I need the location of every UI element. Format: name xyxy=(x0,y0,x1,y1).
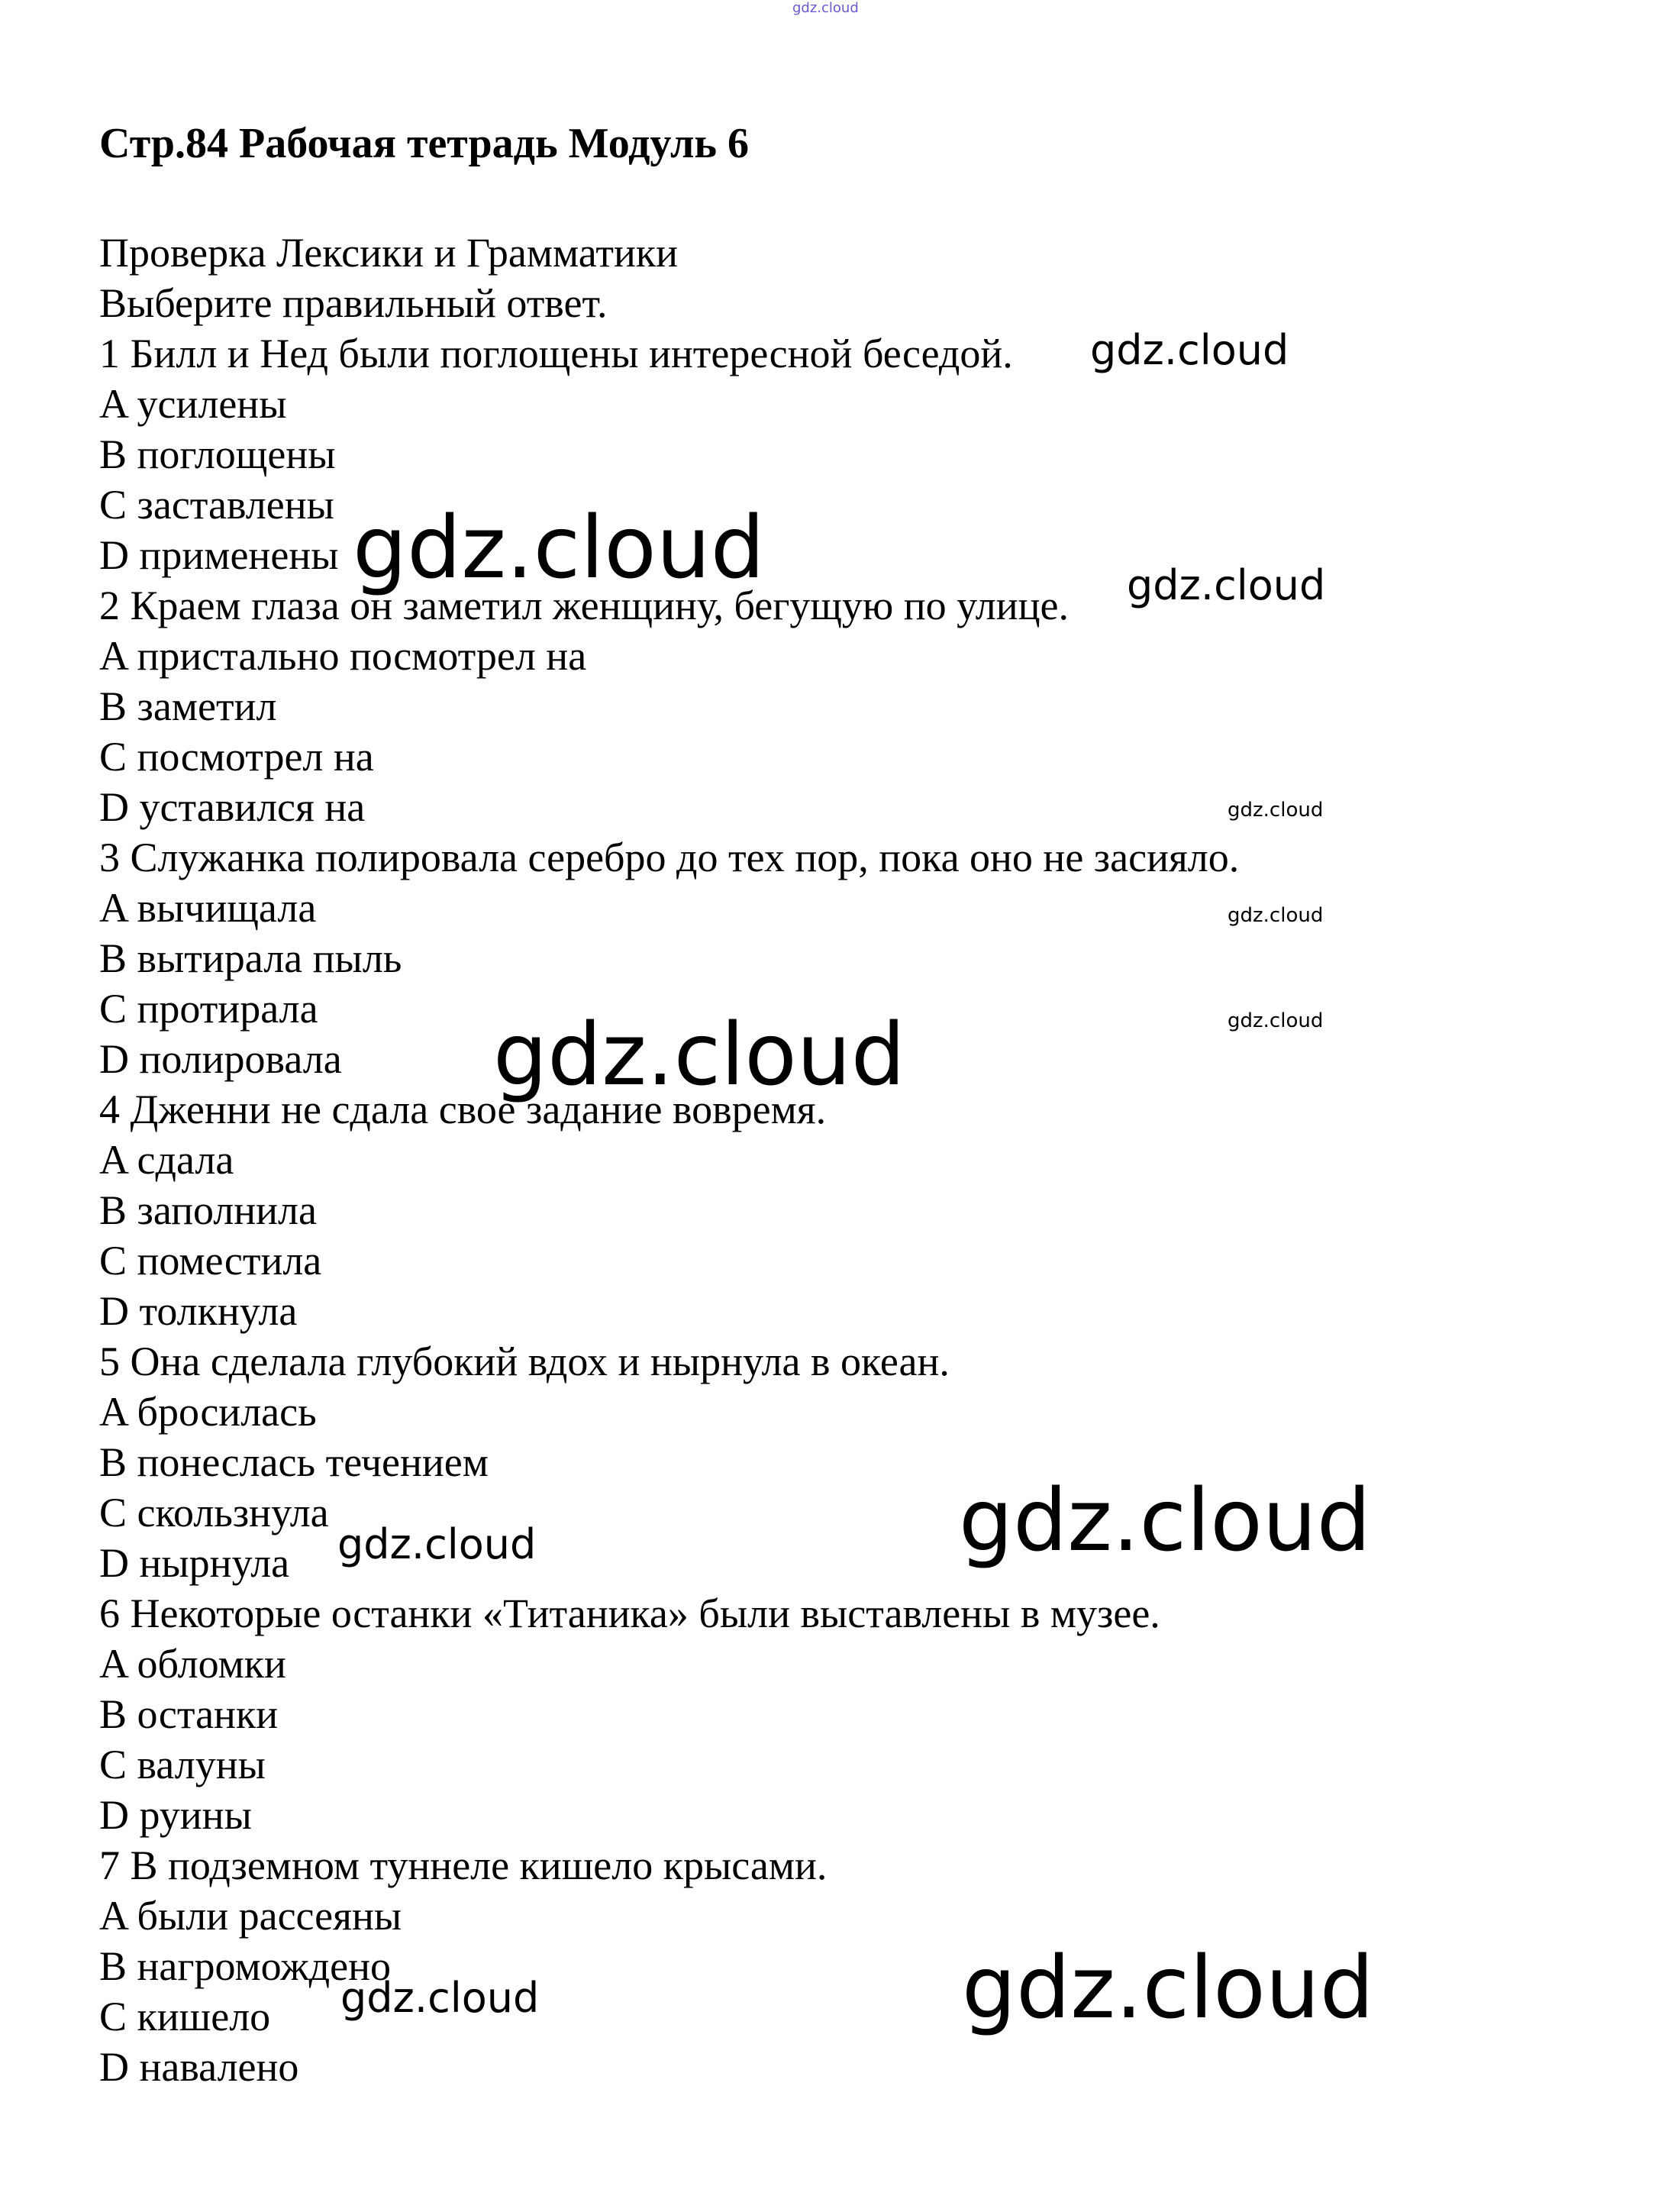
watermark: gdz.cloud xyxy=(1228,799,1324,822)
question-7-option-b: B нагромождено xyxy=(99,1943,391,1989)
watermark: gdz.cloud xyxy=(1090,326,1289,374)
watermark: gdz.cloud xyxy=(340,1974,540,2022)
watermark: gdz.cloud xyxy=(1127,561,1326,609)
question-1-option-a: A усилены xyxy=(99,381,287,427)
watermark: gdz.cloud xyxy=(337,1520,537,1568)
question-7-sentence: 7 В подземном туннеле кишело крысами. xyxy=(99,1842,828,1888)
question-2-option-d: D уставился на xyxy=(99,784,366,830)
question-5-option-c: C скользнула xyxy=(99,1490,329,1535)
question-3-option-c: C протирала xyxy=(99,986,318,1032)
question-1-option-d: D применены xyxy=(99,532,339,578)
section-heading: Проверка Лексики и Грамматики xyxy=(99,230,679,276)
question-4-option-c: C поместила xyxy=(99,1238,322,1284)
watermark: gdz.cloud xyxy=(353,499,765,598)
watermark: gdz.cloud xyxy=(959,1471,1371,1571)
question-1-sentence: 1 Билл и Нед были поглощены интересной беседой. xyxy=(99,331,1013,376)
question-3-option-b: B вытирала пыль xyxy=(99,935,402,981)
question-5-sentence: 5 Она сделала глубокий вдох и нырнула в океан. xyxy=(99,1339,950,1384)
question-2-option-a: A пристально посмотрел на xyxy=(99,633,587,679)
question-4-sentence: 4 Дженни не сдала свое задание вовремя. xyxy=(99,1087,827,1132)
watermark: gdz.cloud xyxy=(1228,904,1324,927)
watermark: gdz.cloud xyxy=(962,1939,1374,2038)
page-title: Стр.84 Рабочая тетрадь Модуль 6 xyxy=(99,120,750,167)
question-5-option-b: B понеслась течением xyxy=(99,1439,489,1485)
question-4-option-d: D толкнула xyxy=(99,1288,298,1334)
question-2-option-c: C посмотрел на xyxy=(99,734,374,780)
question-3-option-d: D полировала xyxy=(99,1036,342,1082)
question-7-option-d: D навалено xyxy=(99,2044,299,2090)
question-6-option-a: A обломки xyxy=(99,1641,286,1687)
question-2-sentence: 2 Краем глаза он заметил женщину, бегущую по улице. xyxy=(99,583,1070,628)
watermark: gdz.cloud xyxy=(1228,1009,1324,1032)
question-1-option-b: B поглощены xyxy=(99,431,336,477)
question-6-option-c: C валуны xyxy=(99,1742,266,1787)
question-7-option-c: C кишело xyxy=(99,1994,271,2039)
question-3-option-a: A вычищала xyxy=(99,885,317,931)
watermark: gdz.cloud xyxy=(493,1006,905,1105)
question-1-option-c: C заставлены xyxy=(99,482,334,528)
question-5-option-a: A бросилась xyxy=(99,1389,317,1435)
question-6-option-b: B останки xyxy=(99,1691,279,1737)
question-5-option-d: D нырнула xyxy=(99,1540,290,1586)
question-2-option-b: B заметил xyxy=(99,683,277,729)
question-7-option-a: A были рассеяны xyxy=(99,1893,402,1939)
question-4-option-b: B заполнила xyxy=(99,1187,317,1233)
question-4-option-a: A сдала xyxy=(99,1137,234,1183)
watermark-top: gdz.cloud xyxy=(792,0,859,16)
question-6-option-d: D руины xyxy=(99,1792,252,1838)
instruction-text: Выберите правильный ответ. xyxy=(99,280,608,326)
question-3-sentence: 3 Служанка полировала серебро до тех пор, пока оно не засияло. xyxy=(99,835,1240,880)
question-6-sentence: 6 Некоторые останки «Титаника» были выставлены в музее. xyxy=(99,1590,1160,1636)
